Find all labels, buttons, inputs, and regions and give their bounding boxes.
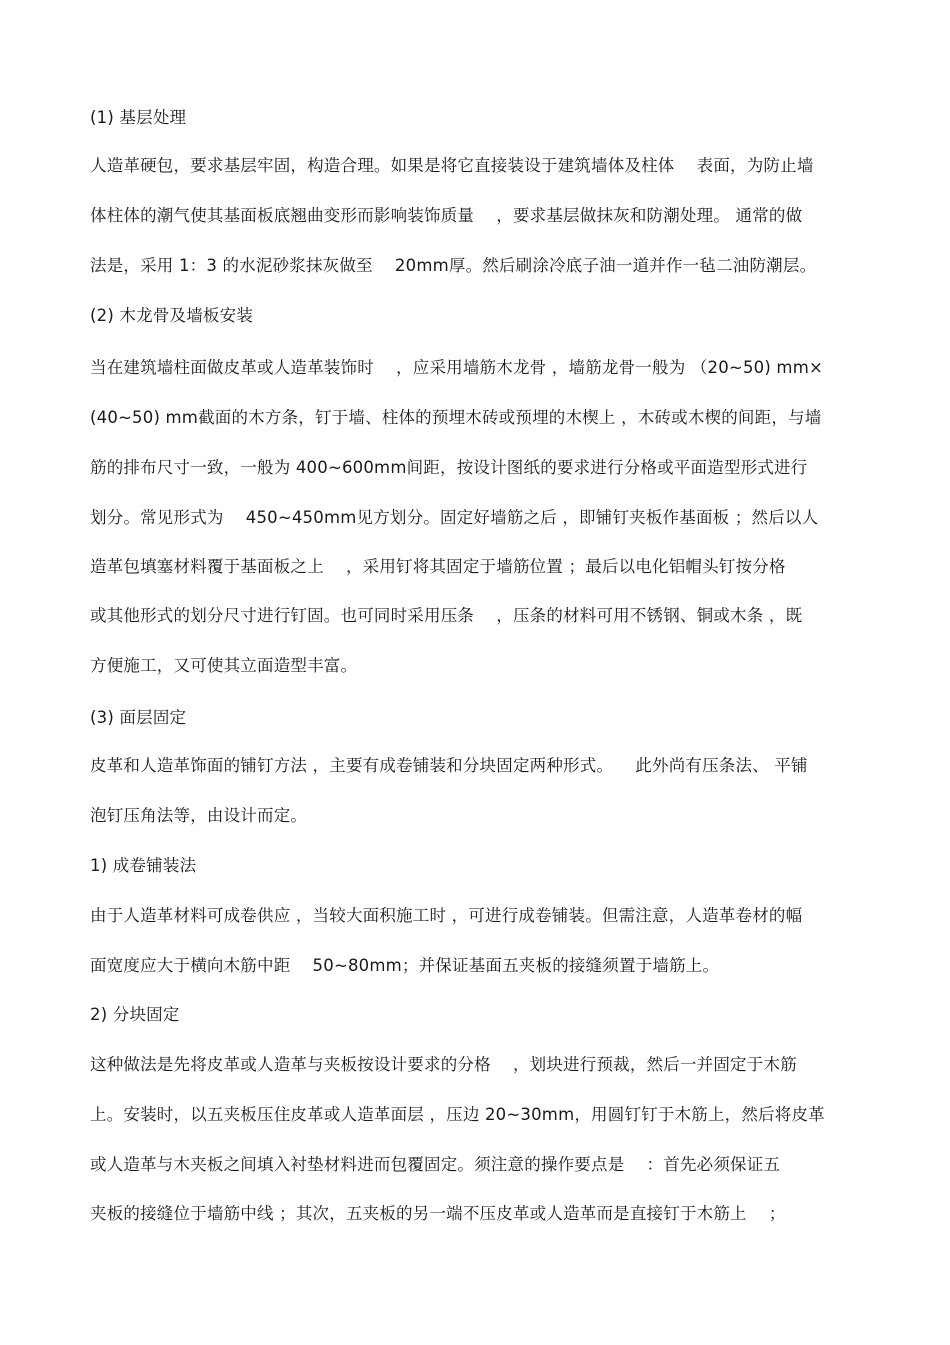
paragraph-line: 由于人造革材料可成卷供应 ，当较大面积施工时 ，可进行成卷铺装。但需注意，人造革卷材的幅 xyxy=(90,906,803,925)
paragraph-line: 上。安装时，以五夹板压住皮革或人造革面层 ，压边 20~30mm，用圆钉钉于木筋上，然后将皮革 xyxy=(90,1105,825,1124)
section-heading-3: (3) 面层固定 xyxy=(90,708,187,727)
section-heading-1: (1) 基层处理 xyxy=(90,108,187,127)
paragraph-line: 法是，采用 1：3 的水泥砂浆抹灰做至 20mm厚。然后刷涂冷底子油一道并作一毡二油防潮层。 xyxy=(90,256,817,275)
paragraph-line: 夹板的接缝位于墙筋中线 ；其次，五夹板的另一端不压皮革或人造革而是直接钉于木筋上 ； xyxy=(90,1204,786,1223)
paragraph-line: 方便施工，又可使其立面造型丰富。 xyxy=(90,656,358,675)
paragraph-line: 人造革硬包，要求基层牢固，构造合理。如果是将它直接装设于建筑墙体及柱体 表面，为防止墙 xyxy=(90,156,814,175)
paragraph-line: 体柱体的潮气使其基面板底翘曲变形而影响装饰质量 ，要求基层做抹灰和防潮处理。 通常的做 xyxy=(90,206,803,225)
paragraph-line: 泡钉压角法等，由设计而定。 xyxy=(90,806,308,825)
paragraph-line: 划分。常见形式为 450~450mm见方划分。固定好墙筋之后 ，即铺钉夹板作基面板 ；然后以人 xyxy=(90,508,819,527)
paragraph-line: 或人造革与木夹板之间填入衬垫材料进而包覆固定。须注意的操作要点是 ：首先必须保证五 xyxy=(90,1155,781,1174)
paragraph-line: 面宽度应大于横向木筋中距 50~80mm；并保证基面五夹板的接缝须置于墙筋上。 xyxy=(90,956,720,975)
subsection-heading-2: 2) 分块固定 xyxy=(90,1005,180,1024)
subsection-heading-1: 1) 成卷铺装法 xyxy=(90,856,197,875)
paragraph-line: 或其他形式的划分尺寸进行钉固。也可同时采用压条 ，压条的材料可用不锈钢、铜或木条 ，既 xyxy=(90,606,803,625)
paragraph-line: 造革包填塞材料覆于基面板之上 ，采用钉将其固定于墙筋位置 ；最后以电化铝帽头钉按分格 xyxy=(90,557,786,576)
section-heading-2: (2) 木龙骨及墙板安装 xyxy=(90,306,254,325)
paragraph-line: (40~50) mm截面的木方条，钉于墙、柱体的预埋木砖或预埋的木楔上 ，木砖或木楔的间距，与墙 xyxy=(90,408,822,427)
paragraph-line: 皮革和人造革饰面的铺钉方法 ，主要有成卷铺装和分块固定两种形式。 此外尚有压条法、 平铺 xyxy=(90,756,808,775)
paragraph-line: 这种做法是先将皮革或人造革与夹板按设计要求的分格 ，划块进行预裁，然后一并固定于木筋 xyxy=(90,1055,797,1074)
paragraph-line: 筋的排布尺寸一致，一般为 400~600mm间距，按设计图纸的要求进行分格或平面造型形式进行 xyxy=(90,458,808,477)
paragraph-line: 当在建筑墙柱面做皮革或人造革装饰时 ，应采用墙筋木龙骨 ，墙筋龙骨一般为 （20~50) mm× xyxy=(90,358,824,377)
